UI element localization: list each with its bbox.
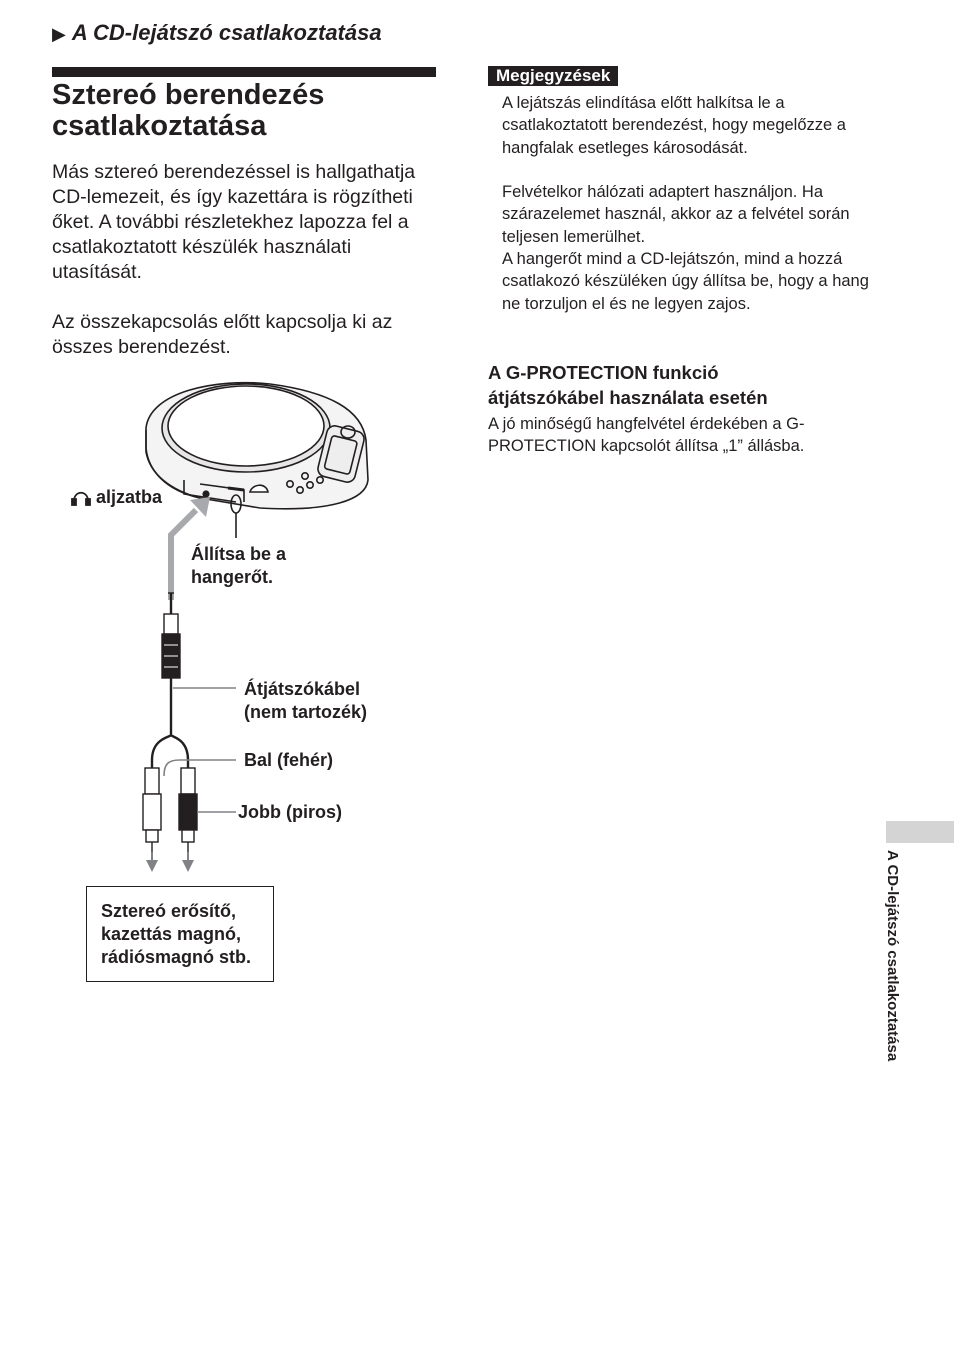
volume-label	[191, 543, 286, 589]
destination-text	[101, 900, 251, 969]
cd-player-illustration	[146, 383, 368, 538]
intro-paragraph: Más sztereó berendezéssel is hallgathatja CD-lemezeit, és így kazettára is rögzítheti őket. A további részletekhez lapozza fel a csatlakoztatott készülék használati utasítását.	[52, 161, 416, 283]
power-off-paragraph: Az összekapcsolás előtt kapcsolja ki az összes berendezést.	[52, 311, 393, 358]
audio-cable	[143, 593, 197, 852]
left-channel-label: Bal (fehér)	[244, 750, 334, 770]
gprotection-heading-line2: átjátszókábel használata esetén	[488, 387, 768, 408]
destination-line3: rádiósmagnó stb.	[101, 947, 252, 967]
note-item: A lejátszás elindítása előtt halkítsa le a csatlakoztatott berendezést, hogy megelőzze a hangfalak esetleges károsodását.	[502, 94, 846, 157]
right-channel-label: Jobb (piros)	[238, 802, 342, 822]
cable-label	[244, 678, 367, 724]
headphones-icon	[72, 493, 90, 505]
volume-label-line1: Állítsa be a	[191, 544, 287, 564]
destination-line2: kazettás magnó,	[101, 924, 242, 944]
cable-label-line1: Átjátszókábel	[244, 679, 361, 699]
note-item: Felvételkor hálózati adaptert használjon. Ha szárazelemet használ, akkor az a felvétel során teljesen lemerülhet.	[502, 183, 850, 246]
volume-label-line2: hangerőt.	[191, 567, 274, 587]
note-item: A hangerőt mind a CD-lejátszón, mind a hozzá csatlakozó készüléken úgy állítsa be, hogy a hang ne torzuljon el és ne legyen zajos.	[502, 250, 869, 313]
cable-label-line2: (nem tartozék)	[244, 702, 368, 722]
leader-lines	[164, 688, 236, 812]
page-title-line1: Sztereó berendezés	[52, 79, 325, 111]
breadcrumb-text: A CD-lejátszó csatlakoztatása	[71, 20, 382, 45]
gprotection-body: A jó minőségű hangfelvétel érdekében a G-PROTECTION kapcsolót állítsa „1” állásba.	[488, 415, 805, 456]
notes-label: Megjegyzések	[488, 66, 618, 86]
side-tab-text: A CD-lejátszó csatlakoztatása	[884, 850, 901, 1062]
destination-line1: Sztereó erősítő,	[101, 901, 237, 921]
gprotection-heading-line1: A G-PROTECTION funkció	[488, 362, 719, 383]
jack-label: aljzatba	[96, 487, 163, 507]
page-title-line2: csatlakoztatása	[52, 110, 267, 142]
triangle-arrow-icon: ▶	[52, 24, 66, 44]
output-arrows	[146, 852, 194, 872]
